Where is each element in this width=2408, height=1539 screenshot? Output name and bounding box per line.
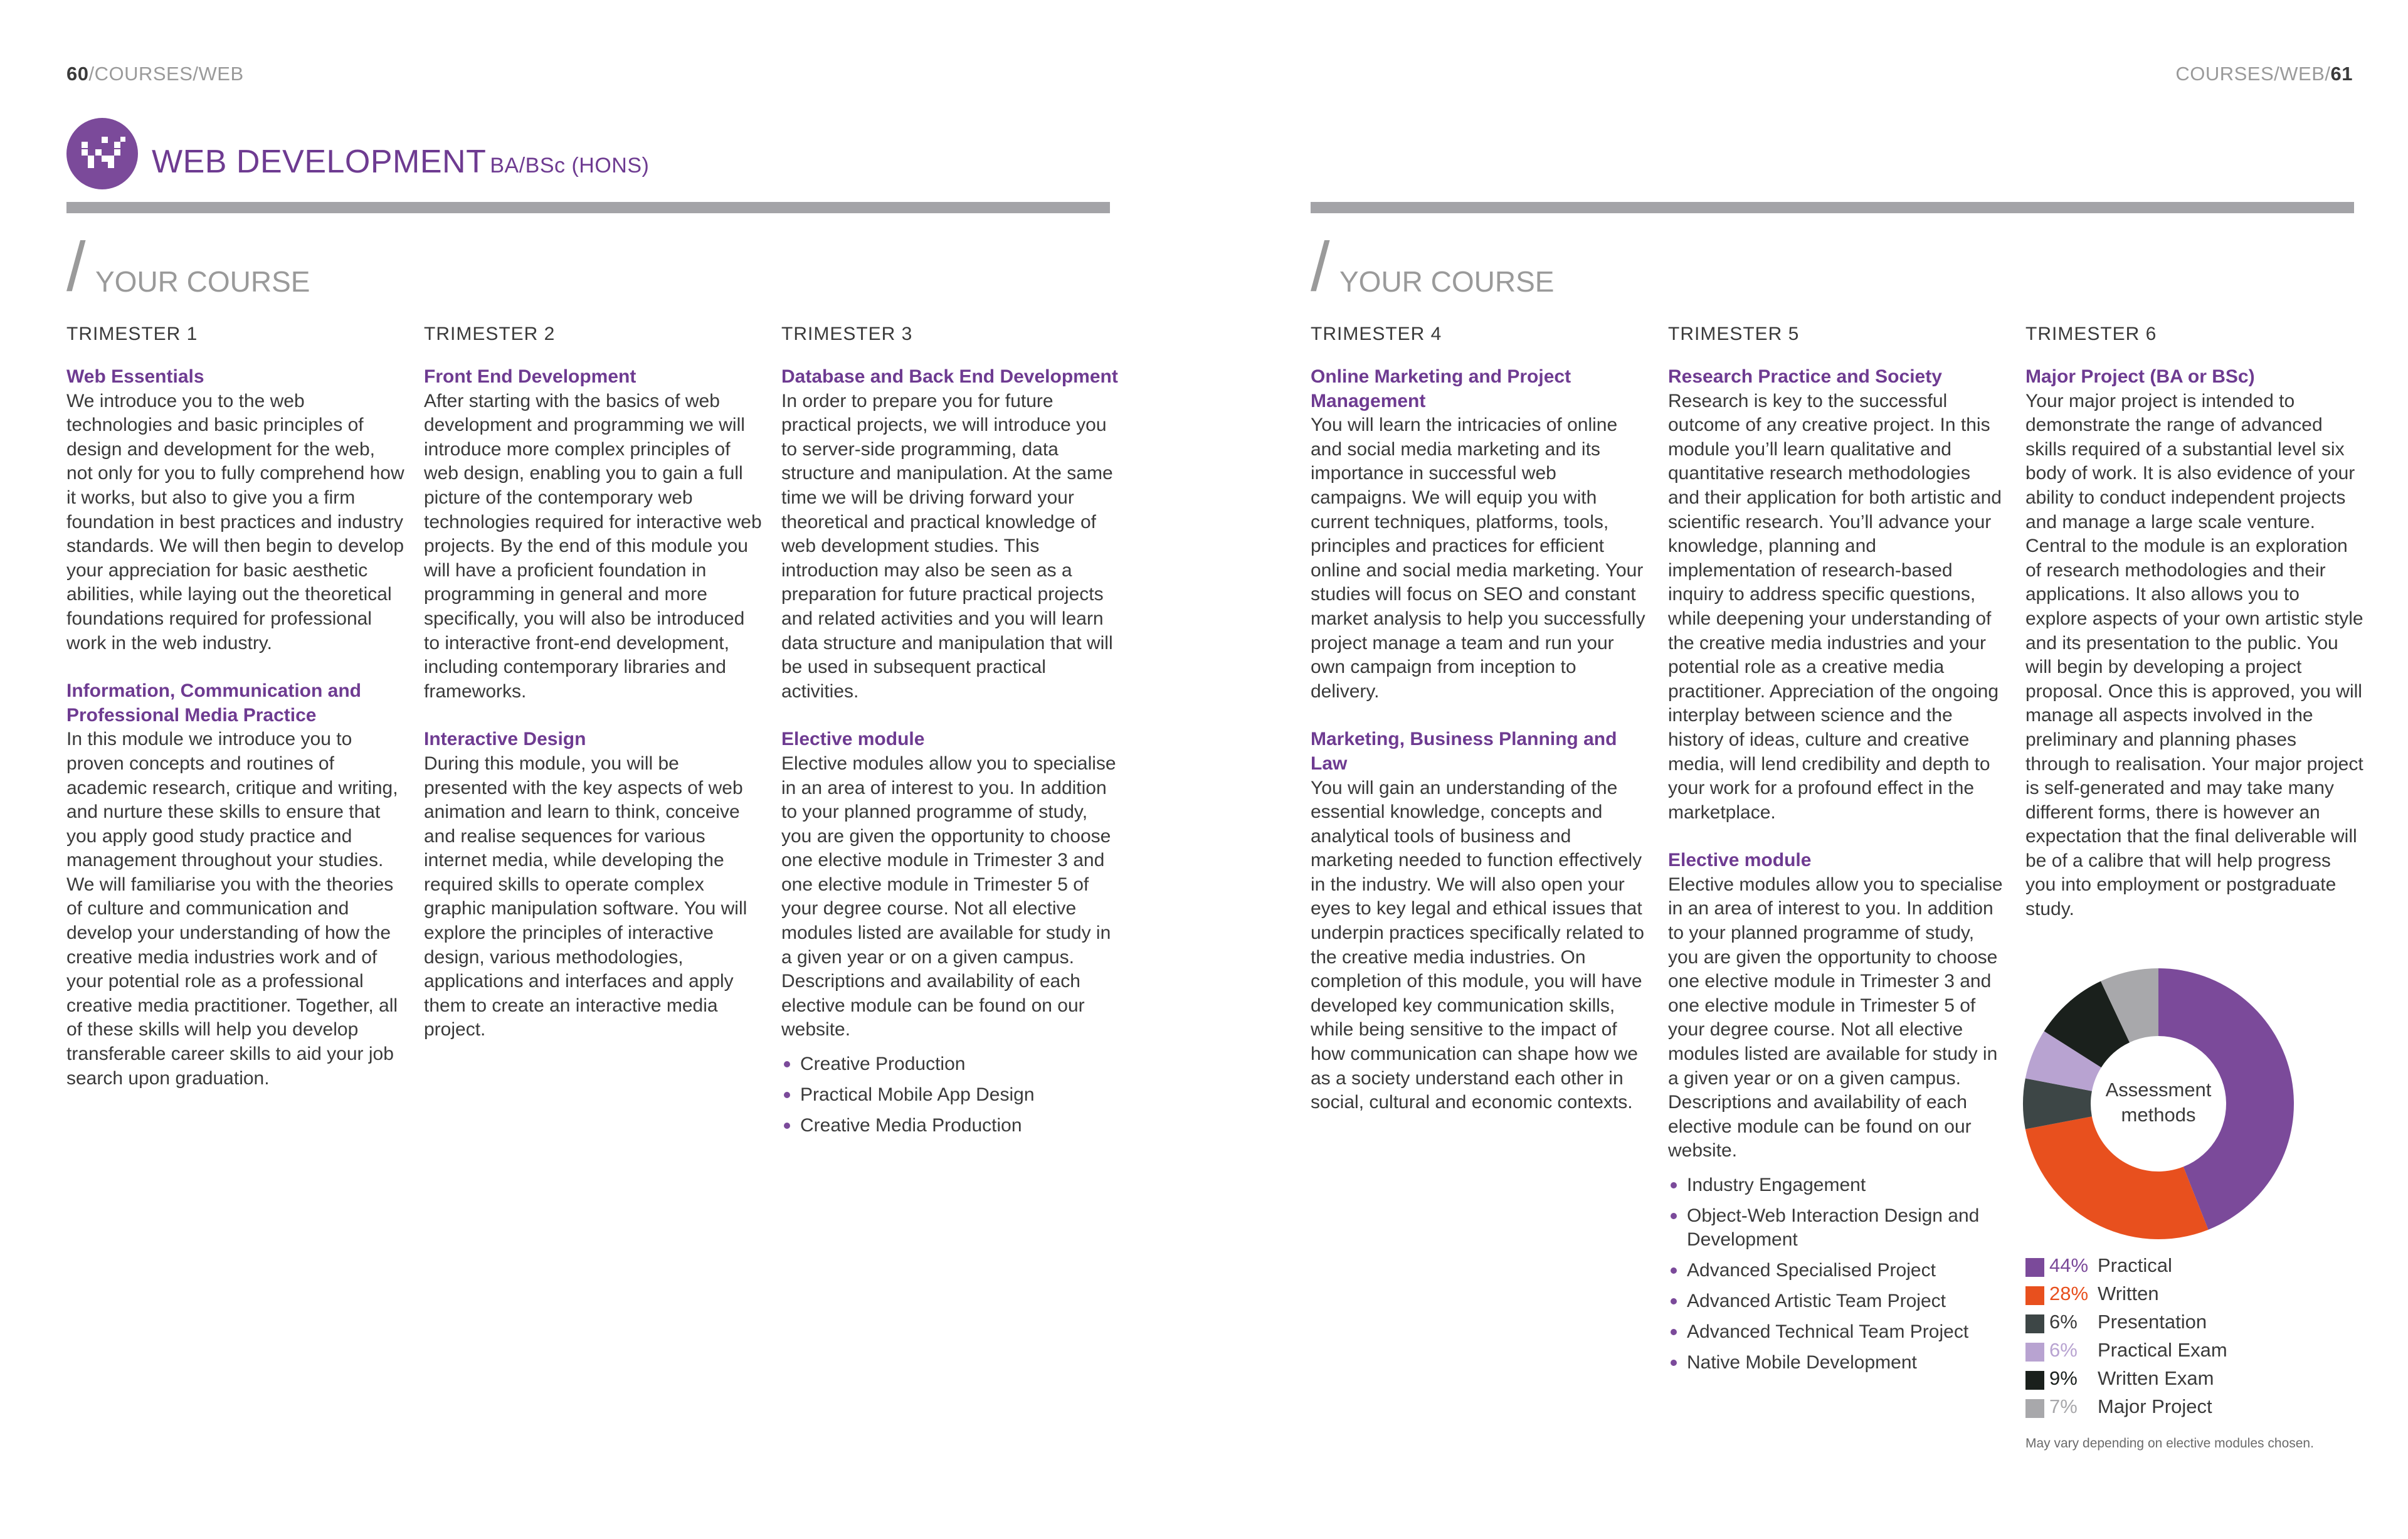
module-title: Elective module [1668,850,1812,871]
legend-swatch [2025,1371,2044,1390]
module-title: Interactive Design [424,729,586,750]
trimester-label: TRIMESTER 5 [1668,324,1800,344]
module-body: During this module, you will be presented with the key aspects of web animation and learn to think, conceive and realise sequences for various internet media, while developing the required skills to operate complex graphic manipulation software. You will explore the principles of interactive design, various methodologies, applications and interfaces and apply them to create an interactive media project. [424,753,747,1040]
trimester-4-column [1311,322,1649,1139]
list-item: Object-Web Interaction Design and Development [1668,1204,2007,1252]
list-item: Advanced Artistic Team Project [1668,1289,2007,1313]
list-item: Native Mobile Development [1668,1351,2007,1375]
trimester-label: TRIMESTER 3 [781,324,913,344]
module-title: Information, Communication and Professional Media Practice [66,680,361,726]
module-body: Research is key to the successful outcome of any creative project. In this module you’ll learn qualitative and quantitative research methodologies and their application for both artistic and scientific research. You’ll advance your knowledge, planning and implementation of research-based inquiry to address specific questions, while deepening your understanding of the creative media industries and your potential role as a creative media practitioner. Appreciation of the ongoing interplay between science and the history of ideas, culture and creative media, will lend credibility and depth to your work for a profound effect in the marketplace. [1668,390,2002,823]
legend-percent: 6% [2049,1311,2078,1333]
module-body: We introduce you to the web technologies and basic principles of design and development for the web, not only for you to fully comprehend how it works, but also to give you a firm foundation in best practices and industry standards. We will then begin to develop your appreciation for basic aesthetic abilities, while laying out the theoretical foundations required for professional work in the web industry. [66,390,404,653]
assessment-donut-chart [2020,966,2296,1242]
module-title: Front End Development [424,366,636,387]
slash-icon: / [1311,228,1330,305]
left-header-rule [66,202,1110,213]
trimester-3-column [781,322,1120,1145]
module-title: Elective module [781,729,925,750]
slash-icon: / [66,228,86,305]
module-body: Elective modules allow you to specialise in an area of interest to you. In addition to your planned programme of study, you are given the opportunity to choose one elective module in Trimester 3 and one elective module in Trimester 5 of your degree course. Not all elective modules listed are available for study in a given year or on a given campus. Descriptions and availability of each elective module can be found on our website. [781,753,1116,1040]
elective-list [1668,1173,2007,1375]
assessment-note: May vary depending on elective modules chosen. [2025,1436,2314,1451]
list-item: Creative Media Production [781,1114,1120,1138]
right-page-folio: COURSES/WEB/61 [2175,63,2353,85]
right-header-rule [1311,202,2354,213]
module-body: Elective modules allow you to specialise in an area of interest to you. In addition to your planned programme of study, you are given the opportunity to choose one elective module in Trimester 3 and one elective module in Trimester 5 of your degree course. Not all elective modules listed are available for study in a given year or on a given campus. Descriptions and availability of each elective module can be found on our website. [1668,874,2003,1161]
module-title: Marketing, Business Planning and Law [1311,729,1617,774]
course-title-sub: BA/BSc (HONS) [490,154,650,177]
trimester-6-column [2025,322,2364,946]
module-body: After starting with the basics of web development and programming we will introduce more complex principles of web design, enabling you to gain a full picture of the contemporary web technologies required for interactive web projects. By the end of this module you will have a proficient foundation in programming in general and more specifically, you will also be introduced to interactive front-end development, including contemporary libraries and frameworks. [424,390,762,702]
course-title: WEB DEVELOPMENT BA/BSc (HONS) [152,144,650,180]
assessment-legend [2025,1254,2339,1430]
module-title: Database and Back End Development [781,366,1118,387]
legend-percent: 7% [2049,1395,2078,1417]
legend-percent: 28% [2049,1282,2089,1304]
legend-percent: 9% [2049,1367,2078,1389]
trimester-2-column [424,322,763,1066]
legend-swatch [2025,1258,2044,1277]
list-item: Advanced Technical Team Project [1668,1320,2007,1344]
module-title: Web Essentials [66,366,204,387]
trimester-label: TRIMESTER 6 [2025,324,2157,344]
legend-percent: 6% [2049,1339,2078,1361]
legend-label: Written [2098,1282,2159,1304]
elective-list [781,1052,1120,1138]
legend-label: Written Exam [2098,1367,2214,1389]
module-body: In order to prepare you for future practical projects, we will introduce you to server-side programming, data structure and manipulation. At the same time we will be driving forward your theoretical and practical knowledge of web development studies. This introduction may also be seen as a preparation for future practical projects and related activities and you will learn data structure and manipulation that will be used in subsequent practical activities. [781,390,1113,702]
trimester-label: TRIMESTER 4 [1311,324,1442,344]
module-body: You will gain an understanding of the essential knowledge, concepts and analytical tools of business and marketing needed to function effectively in the industry. We will also open your eyes to key legal and ethical issues that underpin practices specifically related to the creative media industries. On completion of this module, you will have developed key communication skills, while being sensitive to the impact of how communication can shape how we as a society understand each other in social, cultural and economic contexts. [1311,777,1644,1113]
donut-slice-written [2025,1116,2209,1239]
legend-percent: 44% [2049,1254,2089,1276]
left-page-folio: 60/COURSES/WEB [66,63,244,85]
legend-swatch [2025,1343,2044,1362]
trimester-5-column [1668,322,2007,1382]
trimester-label: TRIMESTER 2 [424,324,556,344]
trimester-1-column [66,322,405,1114]
list-item: Industry Engagement [1668,1173,2007,1197]
legend-label: Practical [2098,1254,2172,1276]
module-body: In this module we introduce you to proven concepts and routines of academic research, critique and writing, and nurture these skills to ensure that you apply good study practice and management throughout your studies. We will familiarise you with the theories of culture and communication and develop your understanding of how the creative media industries work and of your potential role as a professional creative media practitioner. Together, all of these skills will help you develop transferable career skills to aid your job search upon graduation. [66,729,398,1089]
legend-label: Presentation [2098,1311,2207,1333]
legend-swatch [2025,1314,2044,1333]
legend-swatch [2025,1399,2044,1418]
module-title: Research Practice and Society [1668,366,1942,387]
module-body: Your major project is intended to demonstrate the range of advanced skills required of a substantial level six body of work. It is also evidence of your ability to conduct independent projects and manage a large scale venture. Central to the module is an exploration of research methodologies and their applications. It also allows you to explore aspects of your own artistic style and its presentation to the public. You will begin by developing a project proposal. Once this is approved, you will manage all aspects involved in the preliminary and planning phases through to realisation. Your major project is self-generated and may take many different forms, there is however an expectation that the final deliverable will be of a calibre that will help progress you into employment or postgraduate study. [2025,390,2363,920]
trimester-label: TRIMESTER 1 [66,324,198,344]
legend-label: Practical Exam [2098,1339,2227,1361]
module-title: Online Marketing and Project Management [1311,366,1571,411]
web-course-logo-icon [66,118,138,189]
module-title: Major Project (BA or BSc) [2025,366,2255,387]
module-body: You will learn the intricacies of online and social media marketing and its importance in successful web campaigns. We will equip you with current techniques, platforms, tools, principles and practices for efficient online and social media marketing. Your studies will focus on SEO and constant market analysis to help you successfully project manage a team and run your own campaign from inception to delivery. [1311,415,1645,702]
legend-swatch [2025,1286,2044,1305]
list-item: Advanced Specialised Project [1668,1259,2007,1282]
list-item: Practical Mobile App Design [781,1083,1120,1107]
list-item: Creative Production [781,1052,1120,1076]
legend-label: Major Project [2098,1395,2212,1417]
donut-center-label: Assessment methods [2105,1079,2212,1126]
